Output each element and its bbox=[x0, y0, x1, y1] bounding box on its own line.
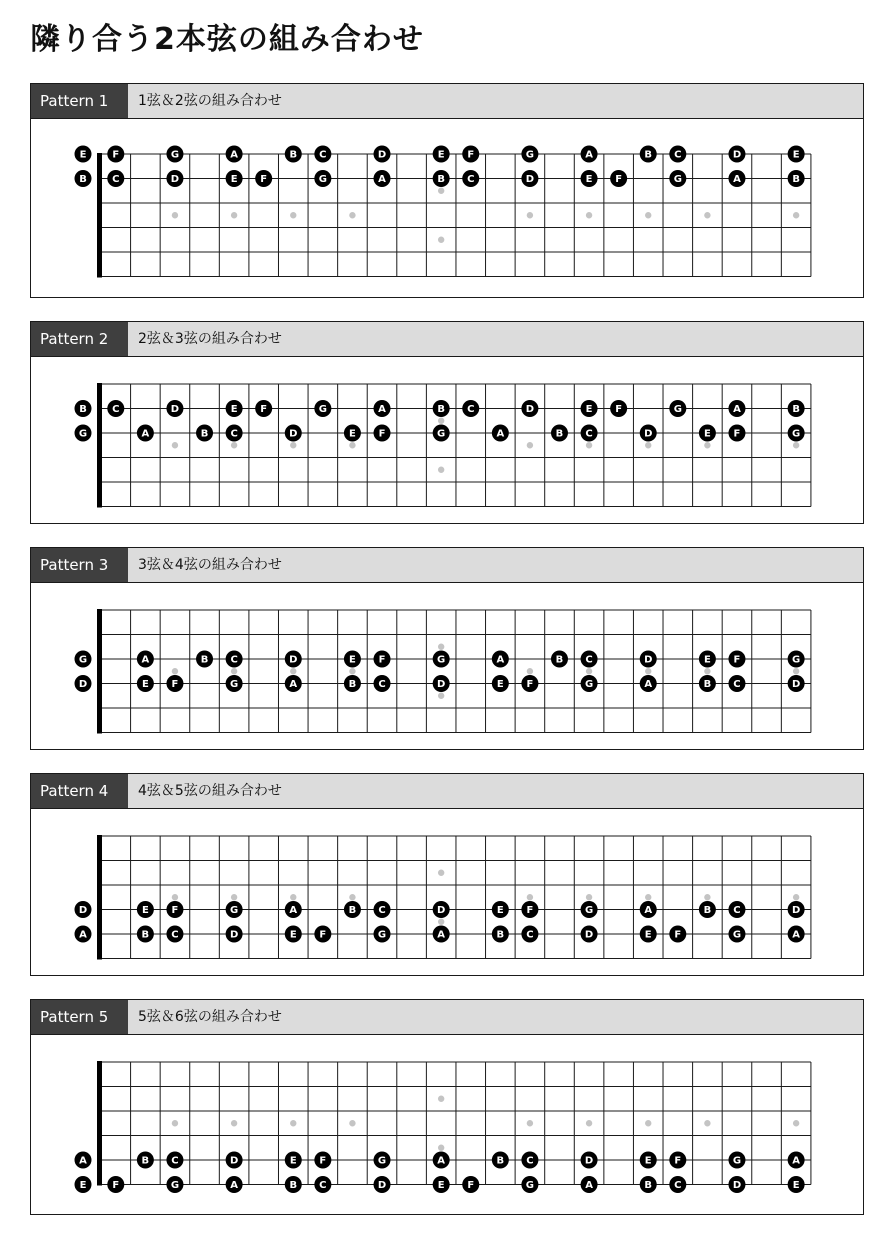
note-label: B bbox=[644, 149, 653, 161]
note-label: A bbox=[585, 149, 593, 161]
note-label: B bbox=[437, 404, 445, 416]
note-label: A bbox=[644, 905, 653, 917]
note-label: B bbox=[792, 404, 800, 416]
inlay-marker bbox=[586, 1120, 592, 1126]
inlay-marker bbox=[793, 668, 799, 674]
note-label: E bbox=[349, 654, 356, 666]
inlay-marker bbox=[438, 870, 444, 876]
note-label: C bbox=[112, 404, 120, 416]
note-label: B bbox=[79, 174, 87, 186]
note-label: B bbox=[289, 149, 298, 161]
note-label: D bbox=[437, 905, 446, 917]
pattern-subtitle: 2弦＆3弦の組み合わせ bbox=[138, 331, 282, 347]
note-label: C bbox=[674, 1180, 682, 1192]
note-label: G bbox=[78, 654, 88, 666]
note-label: B bbox=[141, 1155, 150, 1167]
note-label: B bbox=[348, 679, 357, 691]
inlay-marker bbox=[645, 1120, 651, 1126]
note-label: E bbox=[230, 174, 238, 186]
inlay-marker bbox=[704, 1120, 710, 1126]
note-label: E bbox=[644, 929, 652, 941]
note-label: G bbox=[673, 404, 682, 416]
inlay-marker bbox=[172, 894, 178, 900]
note-label: A bbox=[141, 428, 150, 440]
note-label: A bbox=[585, 1180, 593, 1192]
pattern-panel-4 bbox=[30, 773, 864, 976]
note-label: E bbox=[79, 1180, 87, 1192]
note-label: G bbox=[437, 654, 446, 666]
note-label: F bbox=[112, 1180, 120, 1192]
inlay-marker bbox=[586, 668, 592, 674]
inlay-marker bbox=[290, 668, 296, 674]
note-label: F bbox=[674, 929, 682, 941]
inlay-marker bbox=[586, 442, 592, 448]
note-label: G bbox=[732, 929, 742, 941]
note-label: D bbox=[170, 174, 180, 186]
note-label: D bbox=[78, 679, 88, 691]
note-label: E bbox=[585, 174, 593, 186]
note-label: F bbox=[319, 1155, 327, 1167]
inlay-marker bbox=[704, 442, 710, 448]
note-label: C bbox=[112, 174, 120, 186]
note-label: A bbox=[79, 1155, 87, 1167]
note-label: A bbox=[437, 929, 446, 941]
note-label: B bbox=[703, 679, 712, 691]
note-label: A bbox=[378, 174, 386, 186]
note-label: G bbox=[318, 174, 327, 186]
inlay-marker bbox=[793, 442, 799, 448]
inlay-marker bbox=[290, 442, 296, 448]
note-label: E bbox=[289, 1155, 297, 1167]
note-label: D bbox=[377, 1180, 387, 1192]
note-label: D bbox=[732, 149, 742, 161]
note-label: E bbox=[792, 1180, 800, 1192]
inlay-marker bbox=[290, 1120, 296, 1126]
note-label: A bbox=[733, 404, 741, 416]
note-label: A bbox=[792, 929, 801, 941]
note-label: F bbox=[378, 654, 386, 666]
note-label: D bbox=[289, 428, 298, 440]
inlay-marker bbox=[172, 1120, 178, 1126]
inlay-marker bbox=[438, 693, 444, 699]
note-label: A bbox=[230, 1180, 238, 1192]
note-label: E bbox=[496, 679, 504, 691]
note-label: F bbox=[171, 905, 179, 917]
inlay-marker bbox=[704, 668, 710, 674]
inlay-marker bbox=[438, 919, 444, 925]
note-label: A bbox=[437, 1155, 446, 1167]
note-label: G bbox=[230, 679, 239, 691]
note-label: C bbox=[733, 679, 741, 691]
note-label: B bbox=[703, 905, 712, 917]
note-label: B bbox=[141, 929, 150, 941]
note-label: B bbox=[792, 174, 800, 186]
note-label: A bbox=[289, 905, 298, 917]
note-label: G bbox=[673, 174, 682, 186]
note-label: G bbox=[78, 428, 88, 440]
inlay-marker bbox=[645, 668, 651, 674]
note-label: D bbox=[78, 905, 88, 917]
note-label: G bbox=[525, 149, 535, 161]
inlay-marker bbox=[349, 668, 355, 674]
note-label: E bbox=[703, 428, 711, 440]
note-label: C bbox=[319, 1180, 327, 1192]
note-label: B bbox=[496, 1155, 505, 1167]
note-label: G bbox=[377, 929, 387, 941]
note-label: E bbox=[141, 905, 149, 917]
inlay-marker bbox=[438, 644, 444, 650]
inlay-marker bbox=[231, 212, 237, 218]
note-label: D bbox=[289, 654, 298, 666]
note-label: D bbox=[229, 1155, 239, 1167]
pattern-panel-1 bbox=[30, 83, 864, 298]
note-label: D bbox=[170, 404, 180, 416]
inlay-marker bbox=[438, 1145, 444, 1151]
inlay-marker bbox=[349, 894, 355, 900]
note-label: F bbox=[526, 905, 534, 917]
note-label: F bbox=[467, 149, 475, 161]
inlay-marker bbox=[586, 212, 592, 218]
note-label: B bbox=[496, 929, 505, 941]
note-label: C bbox=[585, 654, 593, 666]
inlay-marker bbox=[793, 212, 799, 218]
note-label: F bbox=[615, 404, 623, 416]
note-label: E bbox=[496, 905, 504, 917]
note-label: B bbox=[555, 654, 564, 666]
pattern-tag: Pattern 5 bbox=[31, 1000, 128, 1034]
note-label: G bbox=[584, 905, 594, 917]
note-label: E bbox=[141, 679, 149, 691]
pattern-subtitle: 4弦＆5弦の組み合わせ bbox=[138, 783, 282, 799]
note-label: D bbox=[791, 905, 801, 917]
note-label: C bbox=[171, 929, 179, 941]
note-label: A bbox=[496, 654, 505, 666]
note-label: F bbox=[467, 1180, 475, 1192]
note-label: F bbox=[171, 679, 179, 691]
inlay-marker bbox=[527, 668, 533, 674]
inlay-marker bbox=[172, 442, 178, 448]
inlay-marker bbox=[231, 894, 237, 900]
note-label: C bbox=[319, 149, 327, 161]
note-label: A bbox=[230, 149, 238, 161]
inlay-marker bbox=[645, 894, 651, 900]
note-label: D bbox=[791, 679, 801, 691]
note-label: G bbox=[377, 1155, 387, 1167]
note-label: A bbox=[792, 1155, 801, 1167]
note-label: C bbox=[585, 428, 593, 440]
note-label: C bbox=[230, 654, 238, 666]
inlay-marker bbox=[231, 668, 237, 674]
note-label: C bbox=[378, 905, 386, 917]
pattern-subtitle: 3弦＆4弦の組み合わせ bbox=[138, 557, 282, 573]
pattern-tag: Pattern 1 bbox=[31, 84, 128, 118]
nut bbox=[97, 835, 102, 960]
note-label: B bbox=[79, 404, 87, 416]
inlay-marker bbox=[438, 1096, 444, 1102]
note-label: G bbox=[525, 1180, 535, 1192]
note-label: G bbox=[170, 1180, 180, 1192]
note-label: G bbox=[792, 428, 801, 440]
note-label: B bbox=[644, 1180, 653, 1192]
note-label: D bbox=[525, 174, 535, 186]
note-label: B bbox=[348, 905, 357, 917]
note-label: F bbox=[378, 428, 386, 440]
note-label: C bbox=[467, 404, 475, 416]
note-label: C bbox=[674, 149, 682, 161]
note-label: F bbox=[615, 174, 623, 186]
note-label: A bbox=[79, 929, 87, 941]
inlay-marker bbox=[645, 442, 651, 448]
inlay-marker bbox=[704, 894, 710, 900]
pattern-tag: Pattern 4 bbox=[31, 774, 128, 808]
note-label: D bbox=[644, 428, 653, 440]
note-label: C bbox=[733, 905, 741, 917]
note-label: B bbox=[200, 654, 209, 666]
nut bbox=[97, 383, 102, 508]
pattern-panel-3 bbox=[30, 547, 864, 750]
note-label: B bbox=[555, 428, 564, 440]
inlay-marker bbox=[349, 442, 355, 448]
inlay-marker bbox=[231, 442, 237, 448]
inlay-marker bbox=[527, 442, 533, 448]
inlay-marker bbox=[438, 418, 444, 424]
pattern-tag: Pattern 3 bbox=[31, 548, 128, 582]
pattern-subtitle: 5弦＆6弦の組み合わせ bbox=[138, 1009, 282, 1025]
note-label: G bbox=[584, 679, 594, 691]
inlay-marker bbox=[438, 467, 444, 473]
inlay-marker bbox=[793, 894, 799, 900]
note-label: E bbox=[437, 149, 445, 161]
pattern-panel-5 bbox=[30, 999, 864, 1215]
inlay-marker bbox=[645, 212, 651, 218]
note-label: G bbox=[230, 905, 239, 917]
note-label: D bbox=[644, 654, 653, 666]
note-label: F bbox=[526, 679, 534, 691]
note-label: E bbox=[792, 149, 800, 161]
page-title: 隣り合う2本弦の組み合わせ bbox=[30, 22, 424, 57]
note-label: A bbox=[496, 428, 505, 440]
pattern-panel-2 bbox=[30, 321, 864, 524]
inlay-marker bbox=[527, 212, 533, 218]
note-label: A bbox=[289, 679, 298, 691]
note-label: C bbox=[230, 428, 238, 440]
inlay-marker bbox=[231, 1120, 237, 1126]
note-label: F bbox=[260, 404, 268, 416]
note-label: D bbox=[437, 679, 446, 691]
inlay-marker bbox=[172, 212, 178, 218]
note-label: E bbox=[230, 404, 238, 416]
note-label: G bbox=[318, 404, 327, 416]
note-label: B bbox=[289, 1180, 298, 1192]
note-label: D bbox=[732, 1180, 742, 1192]
inlay-marker bbox=[527, 1120, 533, 1126]
note-label: F bbox=[319, 929, 327, 941]
note-label: C bbox=[526, 1155, 534, 1167]
fretboard bbox=[31, 322, 863, 523]
nut bbox=[97, 1061, 102, 1186]
note-label: G bbox=[170, 149, 180, 161]
fretboard bbox=[31, 548, 863, 749]
note-label: G bbox=[437, 428, 446, 440]
inlay-marker bbox=[586, 894, 592, 900]
note-label: E bbox=[703, 654, 711, 666]
pattern-subtitle: 1弦＆2弦の組み合わせ bbox=[138, 93, 282, 109]
fretboard bbox=[31, 774, 863, 975]
note-label: E bbox=[79, 149, 87, 161]
note-label: A bbox=[644, 679, 653, 691]
inlay-marker bbox=[172, 668, 178, 674]
inlay-marker bbox=[349, 212, 355, 218]
note-label: E bbox=[289, 929, 297, 941]
inlay-marker bbox=[704, 212, 710, 218]
note-label: F bbox=[733, 428, 741, 440]
nut bbox=[97, 609, 102, 734]
note-label: D bbox=[584, 929, 594, 941]
inlay-marker bbox=[290, 894, 296, 900]
note-label: D bbox=[584, 1155, 594, 1167]
inlay-marker bbox=[793, 1120, 799, 1126]
note-label: D bbox=[525, 404, 535, 416]
note-label: D bbox=[229, 929, 239, 941]
inlay-marker bbox=[349, 1120, 355, 1126]
note-label: F bbox=[733, 654, 741, 666]
pattern-tag: Pattern 2 bbox=[31, 322, 128, 356]
inlay-marker bbox=[438, 237, 444, 243]
note-label: G bbox=[732, 1155, 742, 1167]
note-label: F bbox=[112, 149, 120, 161]
fretboard bbox=[31, 1000, 863, 1214]
note-label: E bbox=[437, 1180, 445, 1192]
note-label: C bbox=[526, 929, 534, 941]
note-label: B bbox=[200, 428, 209, 440]
note-label: A bbox=[141, 654, 150, 666]
note-label: E bbox=[585, 404, 593, 416]
note-label: F bbox=[260, 174, 268, 186]
note-label: E bbox=[349, 428, 356, 440]
note-label: C bbox=[378, 679, 386, 691]
inlay-marker bbox=[527, 894, 533, 900]
inlay-marker bbox=[290, 212, 296, 218]
note-label: A bbox=[733, 174, 741, 186]
note-label: A bbox=[378, 404, 386, 416]
note-label: B bbox=[437, 174, 445, 186]
note-label: C bbox=[467, 174, 475, 186]
fretboard bbox=[31, 84, 863, 297]
note-label: G bbox=[792, 654, 801, 666]
note-label: F bbox=[674, 1155, 682, 1167]
note-label: C bbox=[171, 1155, 179, 1167]
note-label: E bbox=[644, 1155, 652, 1167]
note-label: D bbox=[377, 149, 387, 161]
nut bbox=[97, 153, 102, 278]
inlay-marker bbox=[438, 188, 444, 194]
